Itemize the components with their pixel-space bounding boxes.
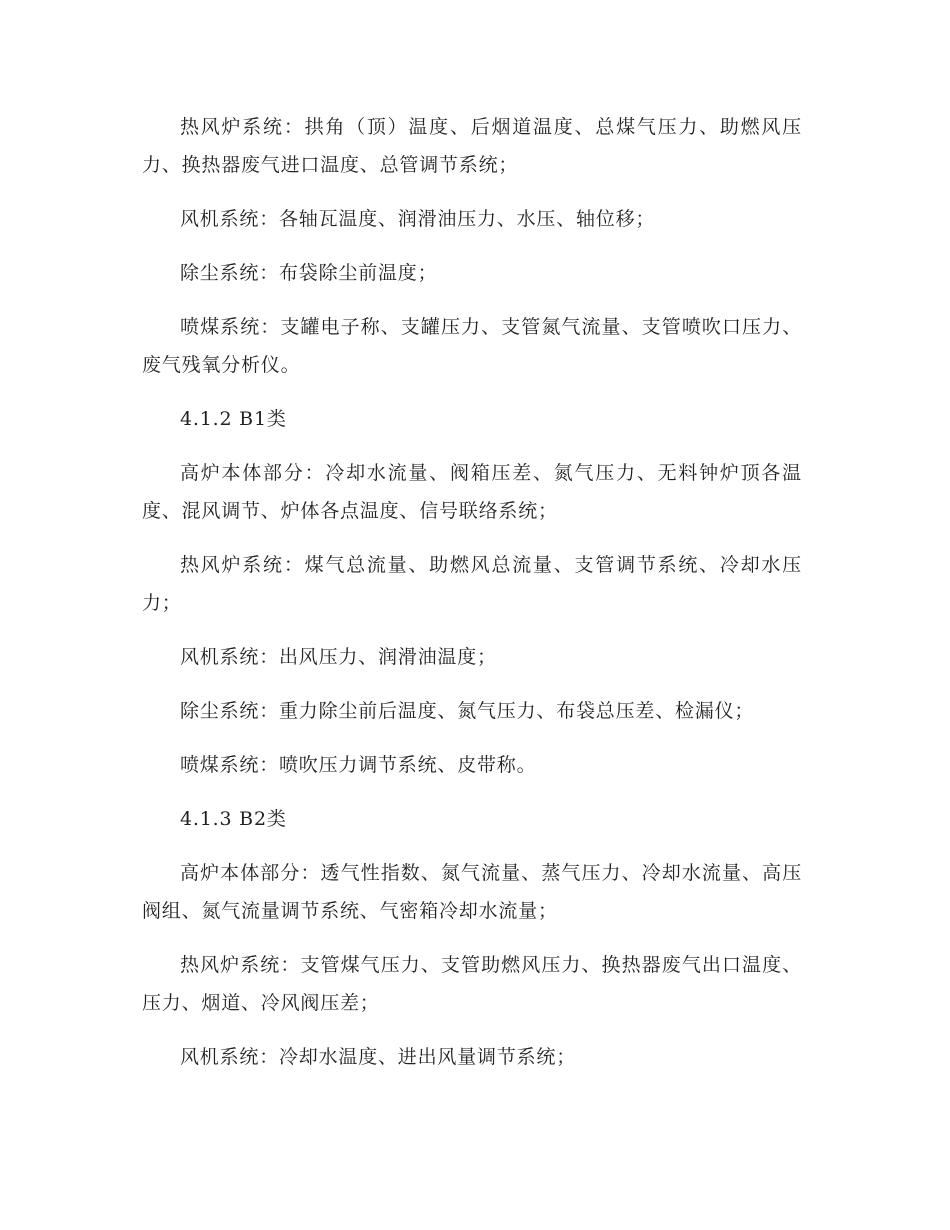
paragraph-coal-injection-b1: 喷煤系统：喷吹压力调节系统、皮带称。	[180, 754, 537, 776]
paragraph-hot-blast-stove-b1: 热风炉系统：煤气总流量、助燃风总流量、支管调节系统、冷却水压力；	[142, 554, 802, 614]
paragraph-hot-blast-stove-b2: 热风炉系统：支管煤气压力、支管助燃风压力、换热器废气出口温度、压力、烟道、冷风阀压差；	[142, 954, 802, 1014]
document-body	[142, 108, 802, 1092]
paragraph-blower-b2: 风机系统：冷却水温度、进出风量调节系统；	[180, 1046, 577, 1068]
paragraph-blower-b1: 风机系统：出风压力、润滑油温度；	[180, 646, 497, 668]
section-heading-b2: 4.1.3 B2类	[180, 808, 287, 830]
paragraph-coal-injection-a: 喷煤系统：支罐电子称、支罐压力、支管氮气流量、支管喷吹口压力、 废气残氧分析仪。	[142, 316, 802, 376]
paragraph-blower-a: 风机系统：各轴瓦温度、润滑油压力、水压、轴位移；	[180, 208, 656, 230]
paragraph-hot-blast-stove-a: 热风炉系统：拱角（顶）温度、后烟道温度、总煤气压力、助燃风压力、换热器废气进口温度、总管调节系统；	[142, 116, 802, 176]
paragraph-dust-removal-b1: 除尘系统：重力除尘前后温度、氮气压力、布袋总压差、检漏仪；	[180, 700, 755, 722]
paragraph-furnace-body-b1: 高炉本体部分：冷却水流量、阀箱压差、氮气压力、无料钟炉顶各温度、混风调节、炉体各点温度、信号联络系统；	[142, 462, 802, 522]
paragraph-dust-removal-a: 除尘系统：布袋除尘前温度；	[180, 262, 438, 284]
section-heading-b1: 4.1.2 B1类	[180, 408, 287, 430]
paragraph-furnace-body-b2: 高炉本体部分：透气性指数、氮气流量、蒸气压力、冷却水流量、高压阀组、氮气流量调节系统、气密箱冷却水流量；	[142, 862, 802, 922]
